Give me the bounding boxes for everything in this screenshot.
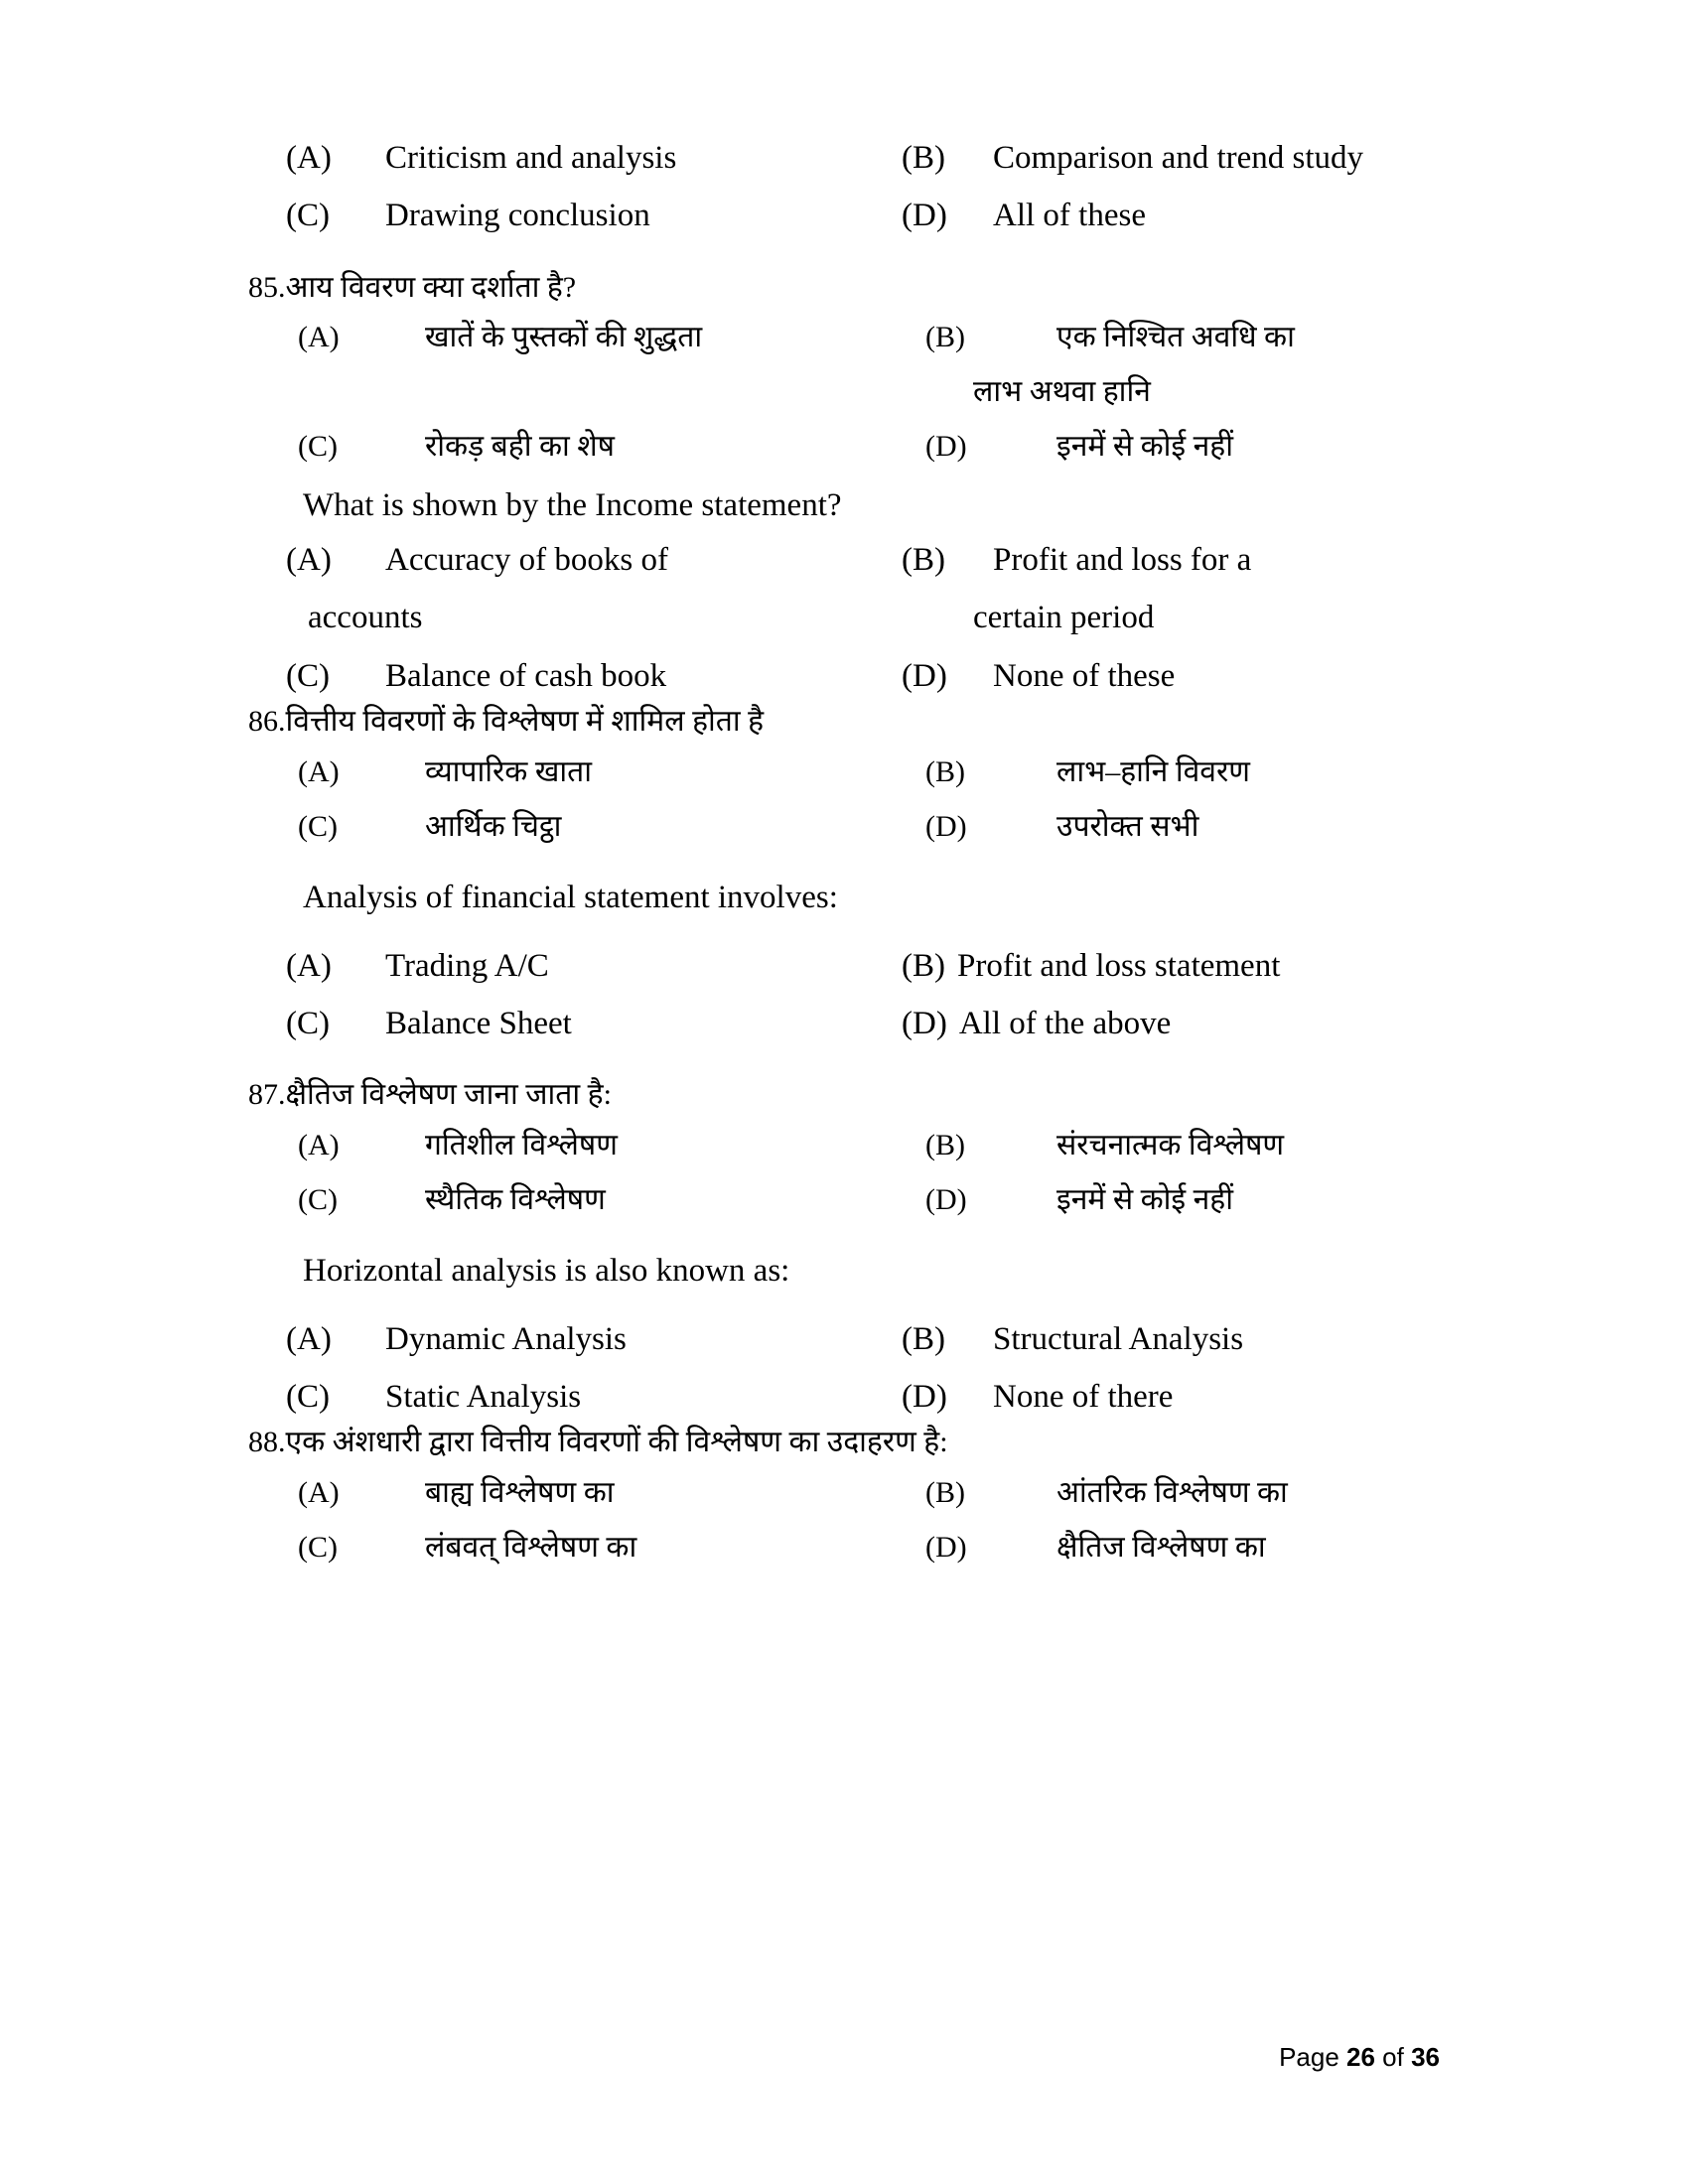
option-label-a: (A) (298, 321, 340, 354)
option-label-b: (B) (902, 947, 945, 984)
question-86-hindi-options (248, 745, 1440, 854)
option-row (248, 647, 1440, 705)
option-d[interactable] (844, 1520, 1440, 1574)
option-text-d: All of the above (958, 1005, 1172, 1041)
option-text-c: आर्थिक चिट्ठा (425, 809, 562, 843)
footer-page-number: 26 (1346, 2042, 1375, 2072)
option-text-c: रोकड़ बही का शेष (425, 430, 616, 464)
option-label-d: (D) (902, 1005, 947, 1041)
option-b[interactable] (844, 1118, 1440, 1172)
option-text-a: गतिशील विश्लेषण (425, 1128, 618, 1161)
footer-total-pages: 36 (1411, 2042, 1440, 2072)
option-text-a: Accuracy of books of (385, 542, 668, 579)
option-label-a: (A) (298, 1128, 340, 1161)
question-85-hindi-options (248, 310, 1440, 474)
option-text-b: संरचनात्मक विश्लेषण (1056, 1128, 1285, 1161)
option-text-c: Static Analysis (385, 1378, 582, 1415)
option-row (248, 1465, 1440, 1520)
option-c[interactable] (248, 1520, 844, 1574)
option-label-b: (B) (925, 321, 965, 354)
question-88-stem-hindi (248, 1426, 1440, 1459)
question-87-number: 87. (248, 1078, 286, 1112)
option-text-c: Balance Sheet (385, 1005, 572, 1041)
option-text-d: उपरोक्त सभी (1056, 809, 1199, 843)
option-row (248, 1520, 1440, 1574)
option-text-a: व्यापारिक खाता (425, 754, 592, 788)
option-row (248, 745, 1440, 799)
option-c[interactable] (248, 1172, 844, 1227)
option-b-continuation: certain period (973, 600, 1155, 636)
option-a[interactable] (248, 745, 844, 799)
option-a[interactable] (248, 937, 844, 995)
question-86-hindi-text: वित्तीय विवरणों के विश्लेषण में शामिल होता है (285, 705, 765, 739)
question-87 (248, 1078, 1440, 1426)
option-b[interactable] (844, 531, 1440, 589)
carryover-options-block (248, 129, 1440, 245)
option-text-a: बाह्य विश्लेषण का (425, 1475, 615, 1509)
option-d[interactable] (844, 419, 1440, 474)
option-label-c: (C) (298, 1182, 338, 1216)
question-85-stem-hindi (248, 271, 1440, 305)
option-row (248, 129, 1440, 187)
option-text-b: Structural Analysis (993, 1320, 1244, 1357)
option-b-continuation: लाभ अथवा हानि (973, 375, 1151, 409)
option-label-c: (C) (298, 430, 338, 464)
option-label-b: (B) (902, 140, 945, 176)
option-label-a: (A) (286, 542, 332, 579)
option-label-d: (D) (902, 657, 947, 694)
option-b[interactable] (844, 1310, 1440, 1368)
option-row (248, 995, 1440, 1052)
question-85-hindi-text: आय विवरण क्या दर्शाता है? (285, 270, 577, 304)
option-c[interactable] (248, 995, 844, 1052)
option-text-a: खातें के पुस्तकों की शुद्धता (425, 321, 703, 354)
option-row (248, 419, 1440, 474)
option-label-d: (D) (925, 430, 967, 464)
option-label-c: (C) (286, 1005, 330, 1041)
option-label-c: (C) (286, 198, 330, 234)
option-text-d: इनमें से कोई नहीं (1056, 1182, 1233, 1216)
option-text-c: स्थैतिक विश्लेषण (425, 1182, 606, 1216)
option-label-d: (D) (925, 809, 967, 843)
option-label-d: (D) (902, 1378, 947, 1415)
option-label-b: (B) (925, 1475, 965, 1509)
question-86-stem-english: Analysis of financial statement involves: (303, 879, 838, 915)
option-b[interactable] (844, 129, 1440, 187)
option-label-c: (C) (298, 1530, 338, 1564)
option-text-b: Comparison and trend study (993, 140, 1364, 176)
option-d[interactable] (844, 799, 1440, 854)
question-88-number: 88. (248, 1426, 286, 1459)
option-label-b: (B) (902, 542, 945, 579)
option-text-b: Profit and loss statement (957, 947, 1281, 984)
option-a[interactable] (248, 1465, 844, 1520)
option-label-a: (A) (286, 947, 332, 984)
option-d[interactable] (844, 1172, 1440, 1227)
question-87-english-options (248, 1310, 1440, 1427)
option-label-b: (B) (902, 1320, 945, 1357)
option-text-d: None of there (993, 1378, 1174, 1415)
question-85-english-options (248, 531, 1440, 705)
option-a[interactable] (248, 129, 844, 187)
option-a[interactable] (248, 310, 844, 364)
option-text-a: Criticism and analysis (385, 140, 677, 176)
option-label-b: (B) (925, 754, 965, 788)
question-85 (248, 271, 1440, 705)
page-footer (1279, 2042, 1440, 2073)
option-text-d: None of these (993, 657, 1176, 694)
question-87-stem-english: Horizontal analysis is also known as: (303, 1252, 790, 1289)
question-86-english-options (248, 937, 1440, 1053)
option-row (248, 1172, 1440, 1227)
question-88-hindi-text: एक अंशधारी द्वारा वित्तीय विवरणों की विश्लेषण का उदाहरण है: (285, 1426, 948, 1459)
option-b[interactable] (844, 745, 1440, 799)
question-87-stem-hindi (248, 1078, 1440, 1112)
option-text-c: लंबवत् विश्लेषण का (425, 1530, 637, 1564)
option-label-a: (A) (286, 1320, 332, 1357)
option-row (248, 531, 1440, 647)
option-label-d: (D) (925, 1182, 967, 1216)
question-87-hindi-text: क्षैतिज विश्लेषण जाना जाता है: (285, 1078, 612, 1112)
option-text-b: लाभ–हानि विवरण (1056, 754, 1250, 788)
option-c[interactable] (248, 647, 844, 705)
option-row (248, 1118, 1440, 1172)
option-row (248, 187, 1440, 244)
option-a[interactable] (248, 531, 844, 589)
option-a[interactable] (248, 1310, 844, 1368)
option-row (248, 1368, 1440, 1426)
footer-middle: of (1374, 2042, 1412, 2072)
option-b[interactable] (844, 310, 1440, 364)
option-text-d: क्षैतिज विश्लेषण का (1056, 1530, 1266, 1564)
question-86-stem-hindi (248, 705, 1440, 739)
option-d[interactable] (844, 995, 1440, 1052)
option-label-d: (D) (902, 198, 947, 234)
option-label-a: (A) (286, 140, 332, 176)
option-label-c: (C) (286, 1378, 330, 1415)
option-row (248, 937, 1440, 995)
option-a-continuation: accounts (308, 600, 423, 636)
option-text-c: Drawing conclusion (385, 198, 650, 234)
option-text-b: आंतरिक विश्लेषण का (1056, 1475, 1288, 1509)
option-label-b: (B) (925, 1128, 965, 1161)
question-85-number: 85. (248, 270, 286, 304)
option-d[interactable] (844, 647, 1440, 705)
option-text-b: Profit and loss for a (993, 542, 1252, 579)
question-88-hindi-options (248, 1465, 1440, 1574)
option-label-c: (C) (298, 809, 338, 843)
question-85-stem-english: What is shown by the Income statement? (303, 487, 842, 524)
footer-prefix: Page (1279, 2042, 1347, 2072)
option-b[interactable] (844, 937, 1440, 995)
option-row (248, 1310, 1440, 1368)
option-text-d: All of these (993, 198, 1146, 234)
option-row (248, 310, 1440, 419)
option-text-a: Trading A/C (385, 947, 549, 984)
question-87-hindi-options (248, 1118, 1440, 1227)
option-row (248, 799, 1440, 854)
option-text-d: इनमें से कोई नहीं (1056, 430, 1233, 464)
option-text-a: Dynamic Analysis (385, 1320, 627, 1357)
question-86 (248, 705, 1440, 1052)
option-label-c: (C) (286, 657, 330, 694)
option-d[interactable] (844, 187, 1440, 244)
option-label-a: (A) (298, 1475, 340, 1509)
option-d[interactable] (844, 1368, 1440, 1426)
option-label-d: (D) (925, 1530, 967, 1564)
option-b[interactable] (844, 1465, 1440, 1520)
question-86-number: 86. (248, 705, 286, 739)
option-c[interactable] (248, 419, 844, 474)
option-c[interactable] (248, 799, 844, 854)
option-c[interactable] (248, 187, 844, 244)
option-text-b: एक निश्चित अवधि का (1056, 321, 1295, 354)
option-label-a: (A) (298, 754, 340, 788)
option-c[interactable] (248, 1368, 844, 1426)
option-text-c: Balance of cash book (385, 657, 667, 694)
question-88 (248, 1426, 1440, 1574)
option-a[interactable] (248, 1118, 844, 1172)
